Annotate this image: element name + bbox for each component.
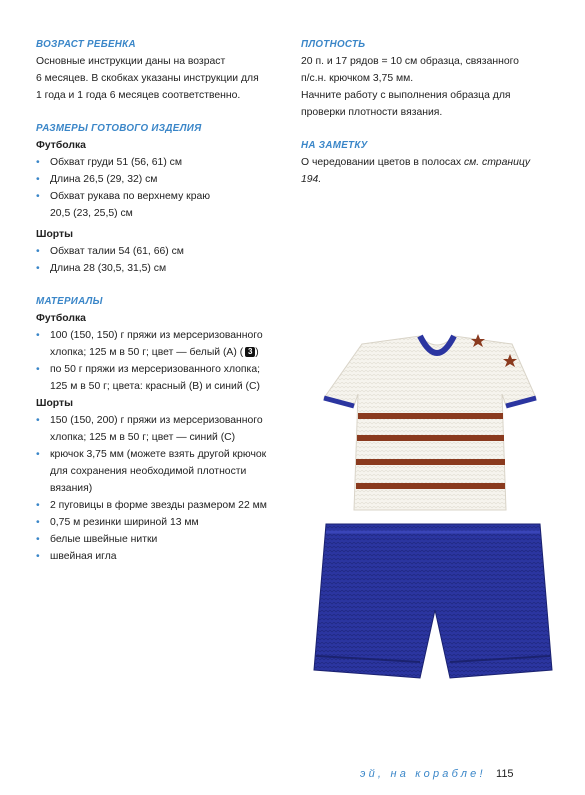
- list-item: • 0,75 м резинки шириной 13 мм: [36, 514, 286, 531]
- note-line-1: О чередовании цветов в полосах см. страницу: [301, 157, 531, 168]
- gauge-line-2: п/с.н. крючком 3,75 мм.: [301, 73, 414, 84]
- list-item: • Длина 26,5 (29, 32) см: [36, 171, 286, 188]
- age-line-2: 6 месяцев. В скобках указаны инструкции для: [36, 73, 259, 84]
- note-heading: НА ЗАМЕТКУ: [301, 140, 368, 151]
- left-column: [36, 36, 286, 565]
- list-item-continuation: 20,5 (23, 25,5) см: [50, 208, 133, 219]
- list-item-continuation: хлопка; 125 м в 50 г; цвет — синий (C): [50, 432, 236, 443]
- sizes-shirt-list: [36, 154, 286, 205]
- note-line-2: 194.: [301, 174, 322, 185]
- list-item: • 2 пуговицы в форме звезды размером 22 мм: [36, 497, 286, 514]
- sizes-shorts-list: [36, 243, 286, 277]
- list-item: • 150 (150, 200) г пряжи из мерсеризованного: [36, 412, 286, 429]
- materials-notions-list: [36, 497, 286, 565]
- spacer: [36, 277, 286, 293]
- materials-shirt-label: Футболка: [36, 313, 86, 324]
- sizes-shirt-label: Футболка: [36, 140, 86, 151]
- yarn-weight-badge: 3: [245, 347, 255, 357]
- materials-tools-list: [36, 446, 286, 463]
- spacer: [301, 121, 571, 137]
- list-item-continuation: хлопка; 125 м в 50 г; цвет — белый (A) ( 3 ): [50, 347, 259, 358]
- gauge-heading: ПЛОТНОСТЬ: [301, 39, 366, 50]
- page-number: 115: [496, 768, 514, 780]
- age-heading: ВОЗРАСТ РЕБЕНКА: [36, 39, 136, 50]
- list-item: • Обхват рукава по верхнему краю: [36, 188, 286, 205]
- garment-photo: [300, 310, 570, 700]
- shorts: [314, 524, 552, 678]
- list-item: • белые швейные нитки: [36, 531, 286, 548]
- tshirt: [324, 334, 536, 510]
- materials-heading: МАТЕРИАЛЫ: [36, 296, 103, 307]
- gauge-line-4: проверки плотности вязания.: [301, 107, 443, 118]
- list-item-continuation: для сохранения необходимой плотности: [50, 466, 247, 477]
- spacer: [36, 104, 286, 120]
- list-item: • швейная игла: [36, 548, 286, 565]
- materials-shorts-list: [36, 412, 286, 429]
- sizes-shorts-label: Шорты: [36, 229, 73, 240]
- list-item-continuation: 125 м в 50 г; цвета: красный (B) и синий (C): [50, 381, 260, 392]
- right-column: [301, 36, 571, 188]
- list-item: • по 50 г пряжи из мерсеризованного хлопка;: [36, 361, 286, 378]
- materials-shirt-list-2: [36, 361, 286, 378]
- list-item: • Длина 28 (30,5, 31,5) см: [36, 260, 286, 277]
- age-line-3: 1 года и 1 года 6 месяцев соответственно.: [36, 90, 241, 101]
- list-item: • Обхват груди 51 (56, 61) см: [36, 154, 286, 171]
- list-item: • 100 (150, 150) г пряжи из мерсеризованного: [36, 327, 286, 344]
- gauge-line-3: Начните работу с выполнения образца для: [301, 90, 511, 101]
- running-title: эй, на корабле!: [360, 768, 486, 780]
- list-item: • крючок 3,75 мм (можете взять другой крючок: [36, 446, 286, 463]
- gauge-line-1: 20 п. и 17 рядов = 10 см образца, связанного: [301, 56, 519, 67]
- list-item: • Обхват талии 54 (61, 66) см: [36, 243, 286, 260]
- sizes-heading: РАЗМЕРЫ ГОТОВОГО ИЗДЕЛИЯ: [36, 123, 202, 134]
- materials-shirt-list: [36, 327, 286, 344]
- page-footer: [360, 768, 560, 780]
- list-item-continuation: вязания): [50, 483, 93, 494]
- materials-shorts-label: Шорты: [36, 398, 73, 409]
- age-line-1: Основные инструкции даны на возраст: [36, 56, 226, 67]
